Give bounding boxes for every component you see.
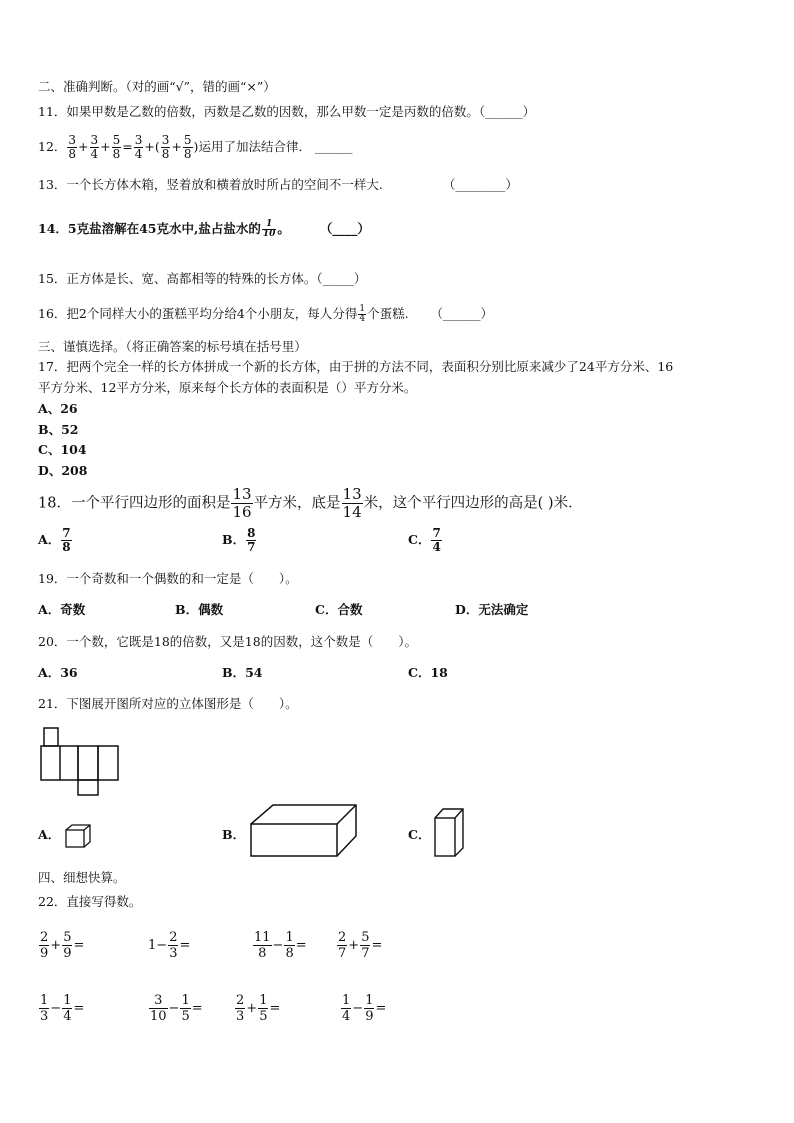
q17-option-b[interactable]: B、52 bbox=[38, 422, 79, 437]
q17-option-a[interactable]: A、26 bbox=[38, 401, 78, 416]
cube-figure bbox=[63, 822, 93, 850]
question-12: 12． $\frac{3}{8}$ + $\frac{3}{4}$ + $\frac{5}{8}$ = $\frac{3}{4}$ +( $\frac{3}{8}$ + $\frac{5}{8}$ )运用了加法结合律． ______ bbox=[38, 133, 353, 161]
question-13: 13．一个长方体木箱，竖着放和横着放时所占的空间不一样大. （________） bbox=[38, 177, 518, 192]
calc-r2-1: $\frac{1}{3}$ − $\frac{1}{4}$ = bbox=[40, 993, 85, 1024]
q17-option-c[interactable]: C、104 bbox=[38, 442, 87, 457]
q19-option-c[interactable]: C．合数 bbox=[315, 602, 363, 617]
q21-option-a[interactable]: A． bbox=[38, 827, 61, 842]
question-11: 11．如果甲数是乙数的倍数，丙数是乙数的因数，那么甲数一定是丙数的倍数。（______） bbox=[38, 104, 536, 119]
calc-r1-3: $\frac{11}{8}$ − $\frac{1}{8}$ = bbox=[254, 930, 307, 961]
question-17-line2: 平方分米、12平方分米，原来每个长方体的表面积是（）平方分米。 bbox=[38, 380, 417, 395]
q20-option-b[interactable]: B．54 bbox=[222, 665, 263, 680]
question-14: 14．5克盐溶解在45克水中,盐占盐水的 $\frac{1}{10}$ 。 （____） bbox=[38, 219, 370, 239]
q19-option-b[interactable]: B．偶数 bbox=[175, 602, 224, 617]
q18-option-c[interactable]: C． $\frac{7}{4}$ bbox=[408, 526, 441, 554]
tall-cuboid-figure bbox=[432, 806, 466, 860]
question-20: 20．一个数，它既是18的倍数，又是18的因数，这个数是（ ）。 bbox=[38, 634, 417, 649]
calc-r1-2: 1− $\frac{2}{3}$ = bbox=[148, 930, 191, 961]
calc-r1-1: $\frac{2}{9}$ + $\frac{5}{9}$ = bbox=[40, 930, 85, 961]
section-3-title: 三、谨慎选择。（将正确答案的标号填在括号里） bbox=[38, 339, 307, 354]
q20-option-c[interactable]: C．18 bbox=[408, 665, 448, 680]
question-15: 15．正方体是长、宽、高都相等的特殊的长方体。（_____） bbox=[38, 271, 367, 286]
q18-option-a[interactable]: A． $\frac{7}{8}$ bbox=[38, 526, 71, 554]
calc-r1-4: $\frac{2}{7}$ + $\frac{5}{7}$ = bbox=[338, 930, 383, 961]
question-16: 16．把2个同样大小的蛋糕平均分给4个小朋友，每人分得 $\frac{1}{4}$ 个蛋糕. （______） bbox=[38, 304, 494, 324]
flat-cuboid-figure bbox=[248, 802, 360, 860]
question-19: 19．一个奇数和一个偶数的和一定是（ ）。 bbox=[38, 571, 298, 586]
question-21: 21．下图展开图所对应的立体图形是（ ）。 bbox=[38, 696, 298, 711]
q17-option-d[interactable]: D、208 bbox=[38, 463, 88, 478]
section-2-title: 二、准确判断。（对的画“√”，错的画“×”） bbox=[38, 79, 276, 94]
calc-r2-4: $\frac{1}{4}$ − $\frac{1}{9}$ = bbox=[342, 993, 387, 1024]
q20-option-a[interactable]: A．36 bbox=[38, 665, 78, 680]
q21-option-b[interactable]: B． bbox=[222, 827, 246, 842]
cuboid-net-figure bbox=[38, 725, 128, 800]
calc-r2-3: $\frac{2}{3}$ + $\frac{1}{5}$ = bbox=[236, 993, 281, 1024]
q21-option-c[interactable]: C． bbox=[408, 827, 431, 842]
question-18: 18．一个平行四边形的面积是 $\frac{13}{16}$ 平方米，底是 $\frac{13}{14}$ 米，这个平行四边形的高是( )米． bbox=[38, 485, 583, 521]
q19-option-a[interactable]: A．奇数 bbox=[38, 602, 86, 617]
question-22: 22．直接写得数。 bbox=[38, 894, 142, 909]
section-4-title: 四、细想快算。 bbox=[38, 870, 126, 885]
q19-option-d[interactable]: D．无法确定 bbox=[455, 602, 529, 617]
q18-option-b[interactable]: B． $\frac{8}{7}$ bbox=[222, 526, 256, 554]
calc-r2-2: $\frac{3}{10}$ − $\frac{1}{5}$ = bbox=[150, 993, 203, 1024]
question-17-line1: 17．把两个完全一样的长方体拼成一个新的长方体，由于拼的方法不同，表面积分别比原来减少了24平方分米、16 bbox=[38, 359, 674, 374]
